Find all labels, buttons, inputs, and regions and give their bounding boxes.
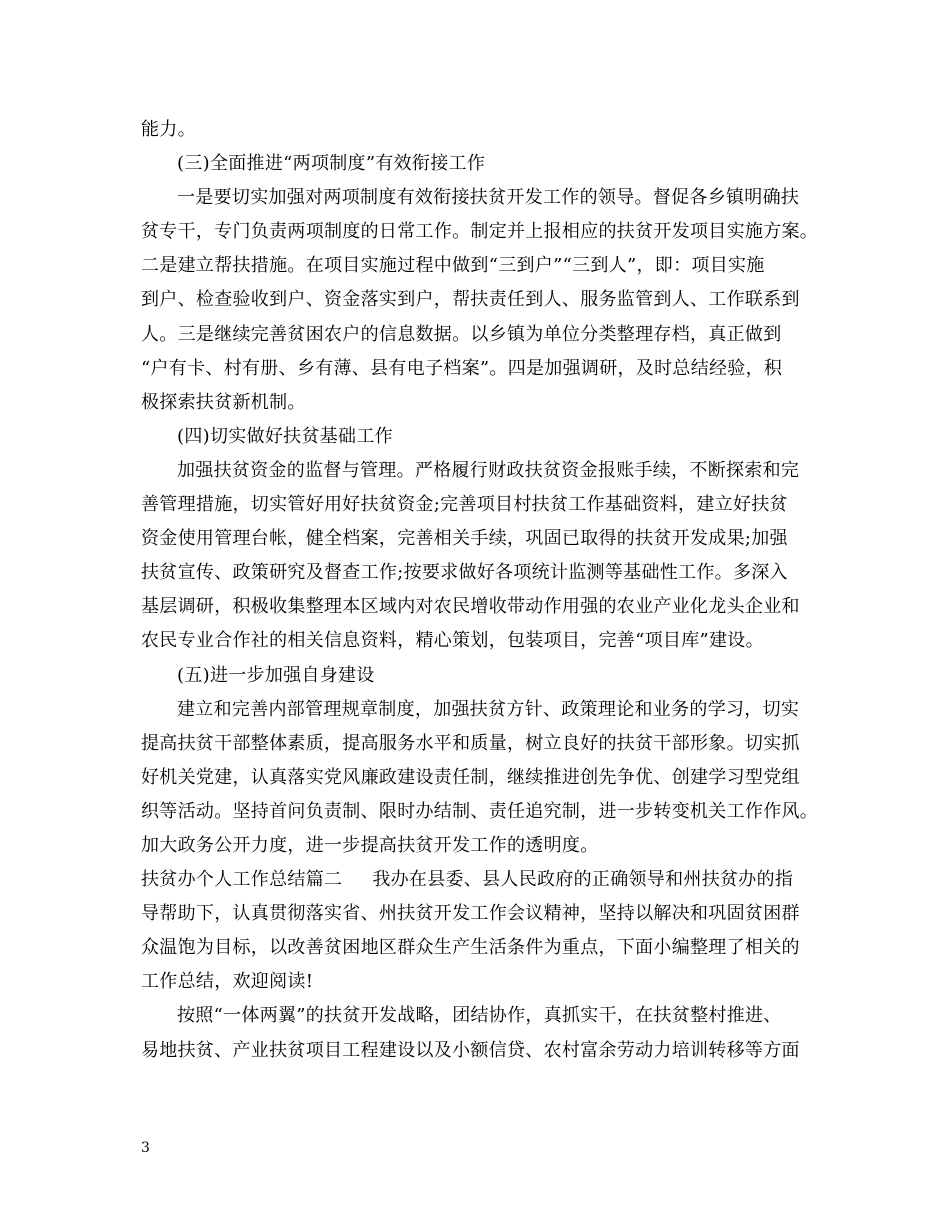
section-heading: (四)切实做好扶贫基础工作 — [177, 425, 393, 447]
paragraph-line: 导帮助下，认真贯彻落实省、州扶贫开发工作会议精神，坚持以解决和巩固贫困群 — [141, 903, 800, 925]
section-heading: (三)全面推进“两项制度”有效衔接工作 — [177, 153, 486, 175]
paragraph-line: 易地扶贫、产业扶贫项目工程建设以及小额信贷、农村富余劳动力培训转移等方面 — [141, 1039, 800, 1061]
paragraph-line: 好机关党建，认真落实党风廉政建设责任制，继续推进创先争优、创建学习型党组 — [141, 766, 800, 788]
paragraph-line: 工作总结，欢迎阅读! — [141, 971, 314, 993]
section-heading: (五)进一步加强自身建设 — [177, 664, 375, 686]
paragraph-line: 加强扶贫资金的监督与管理。严格履行财政扶贫资金报账手续，不断探索和完 — [177, 459, 800, 481]
paragraph-line: 基层调研，积极收集整理本区域内对农民增收带动作用强的农业产业化龙头企业和 — [141, 596, 800, 618]
paragraph-line: 资金使用管理台帐，健全档案，完善相关手续，巩固已取得的扶贫开发成果;加强 — [141, 528, 788, 550]
paragraph-line: 二是建立帮扶措施。在项目实施过程中做到“三到户”“三到人”，即：项目实施 — [141, 255, 765, 277]
paragraph-line: “户有卡、村有册、乡有薄、县有电子档案”。四是加强调研，及时总结经验，积 — [141, 357, 783, 379]
document-body — [141, 113, 821, 1068]
paragraph-line — [141, 181, 821, 215]
paragraph-line: 人。三是继续完善贫困农户的信息数据。以乡镇为单位分类整理存档，真正做到 — [141, 323, 782, 345]
paragraph-text: 一是要切实加强对两项制度有效衔接扶贫开发工作的领导。督促各乡镇明确扶 — [177, 187, 800, 209]
paragraph-text: 我办在县委、县人民政府的正确领导和州扶贫办的指 — [372, 869, 794, 891]
paragraph-line: 扶贫宣传、政策研究及督查工作;按要求做好各项统计监测等基础性工作。多深入 — [141, 562, 788, 584]
article-title: 扶贫办个人工作总结篇二 — [141, 869, 343, 891]
paragraph-line: 提高扶贫干部整体素质，提高服务水平和质量，树立良好的扶贫干部形象。切实抓 — [141, 732, 800, 754]
paragraph-line: 贫专干，专门负责两项制度的日常工作。制定并上报相应的扶贫开发项目实施方案。 — [141, 221, 819, 243]
page-number: 3 — [141, 1140, 150, 1156]
paragraph-line: 极探索扶贫新机制。 — [141, 391, 306, 413]
paragraph-line: 到户、检查验收到户、资金落实到户，帮扶责任到人、服务监管到人、工作联系到 — [141, 289, 800, 311]
paragraph-line: 加大政务公开力度，进一步提高扶贫开发工作的透明度。 — [141, 834, 599, 856]
paragraph-line: 农民专业合作社的相关信息资料，精心策划，包装项目，完善“项目库”建设。 — [141, 630, 764, 652]
paragraph-line: 善管理措施，切实管好用好扶贫资金;完善项目村扶贫工作基础资料，建立好扶贫 — [141, 494, 788, 516]
paragraph-line: 按照“一体两翼”的扶贫开发战略，团结协作，真抓实干，在扶贫整村推进、 — [177, 1005, 782, 1027]
paragraph-line: 建立和完善内部管理规章制度，加强扶贫方针、政策理论和业务的学习，切实 — [177, 698, 800, 720]
paragraph-line: 众温饱为目标，以改善贫困地区群众生产生活条件为重点，下面小编整理了相关的 — [141, 937, 800, 959]
paragraph-line — [141, 863, 821, 897]
paragraph-line: 能力。 — [141, 119, 196, 140]
paragraph-line: 织等活动。坚持首问负责制、限时办结制、责任追究制，进一步转变机关工作作风。 — [141, 800, 819, 822]
